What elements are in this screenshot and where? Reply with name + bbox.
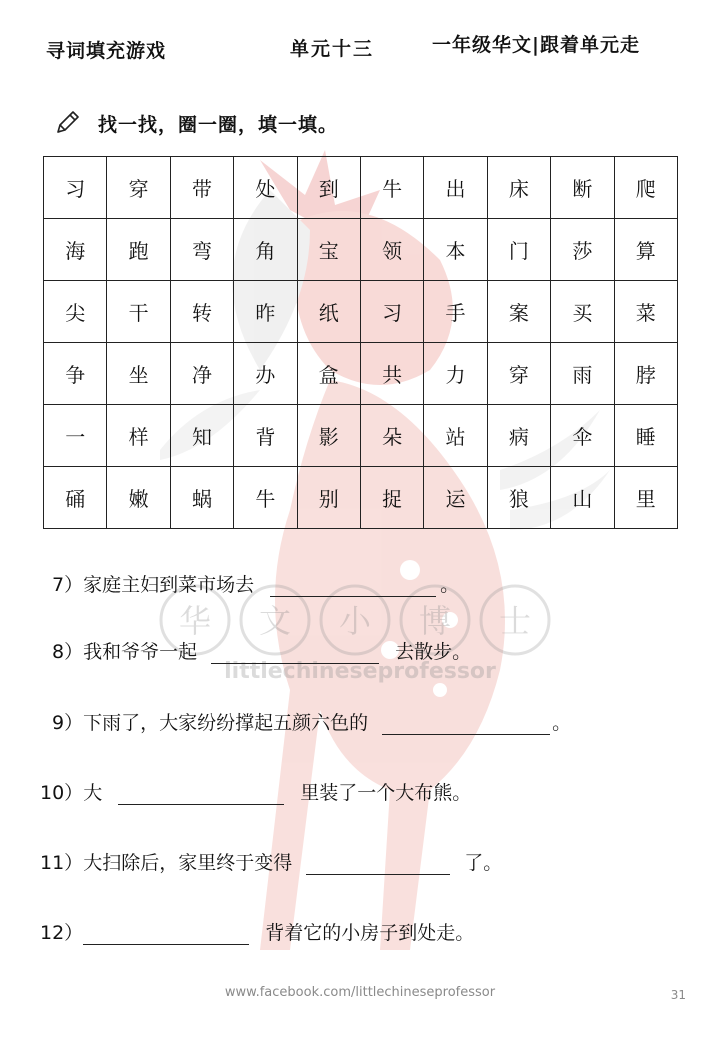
- question-text-after: 背着它的小房子到处走。: [265, 922, 475, 944]
- question-number: 10）: [40, 782, 84, 804]
- question-text-after: 了。: [464, 852, 503, 874]
- grid-cell[interactable]: 到: [297, 157, 360, 219]
- grid-row: [44, 157, 678, 219]
- grid-row: [44, 467, 678, 529]
- grid-cell[interactable]: 角: [234, 219, 297, 281]
- question-text-after: 。: [440, 574, 460, 596]
- grid-cell[interactable]: 力: [424, 343, 487, 405]
- answer-blank[interactable]: [270, 574, 436, 597]
- grid-cell[interactable]: 知: [170, 405, 233, 467]
- grid-cell[interactable]: 宝: [297, 219, 360, 281]
- question-number: 8）: [52, 641, 84, 663]
- question-number: 7）: [52, 574, 84, 596]
- pencil-icon: [52, 108, 82, 138]
- instruction-text: 找一找，圈一圈，填一填。: [98, 113, 339, 136]
- watermark-char: 华: [178, 602, 212, 640]
- grid-cell[interactable]: 带: [170, 157, 233, 219]
- grid-cell[interactable]: 雨: [551, 343, 614, 405]
- grid-cell[interactable]: 里: [614, 467, 677, 529]
- grid-cell[interactable]: 尖: [44, 281, 107, 343]
- grid-cell[interactable]: 菜: [614, 281, 677, 343]
- footer-url: www.facebook.com/littlechineseprofessor: [224, 985, 496, 1000]
- grid-cell[interactable]: 运: [424, 467, 487, 529]
- grid-cell[interactable]: 昨: [234, 281, 297, 343]
- grid-cell[interactable]: 一: [44, 405, 107, 467]
- grid-cell[interactable]: 纸: [297, 281, 360, 343]
- grid-cell[interactable]: 办: [234, 343, 297, 405]
- grid-cell[interactable]: 领: [360, 219, 423, 281]
- grid-cell[interactable]: 朵: [360, 405, 423, 467]
- grid-cell[interactable]: 手: [424, 281, 487, 343]
- grid-cell[interactable]: 共: [360, 343, 423, 405]
- question-9: [52, 708, 571, 735]
- question-text: 我和爷爷一起: [83, 641, 198, 663]
- grid-cell[interactable]: 床: [487, 157, 550, 219]
- grid-cell[interactable]: 脖: [614, 343, 677, 405]
- grid-cell[interactable]: 硧: [44, 467, 107, 529]
- question-number: 11）: [40, 852, 84, 874]
- answer-blank[interactable]: [382, 712, 550, 735]
- grid-cell[interactable]: 转: [170, 281, 233, 343]
- watermark-handle: littlechineseprofessor: [224, 659, 496, 684]
- grid-cell[interactable]: 样: [107, 405, 170, 467]
- grid-cell[interactable]: 习: [44, 157, 107, 219]
- question-12: [40, 918, 474, 945]
- grid-cell[interactable]: 跑: [107, 219, 170, 281]
- grid-cell[interactable]: 本: [424, 219, 487, 281]
- question-text: 大扫除后，家里终于变得: [83, 852, 293, 874]
- question-text-after: 去散步。: [395, 641, 472, 663]
- grid-row: [44, 219, 678, 281]
- instruction-row: [52, 108, 338, 138]
- page-number: 31: [670, 988, 686, 1002]
- grid-cell[interactable]: 病: [487, 405, 550, 467]
- grid-cell[interactable]: 争: [44, 343, 107, 405]
- page-header: [0, 30, 720, 66]
- grid-cell[interactable]: 买: [551, 281, 614, 343]
- grid-cell[interactable]: 爬: [614, 157, 677, 219]
- grid-cell[interactable]: 盒: [297, 343, 360, 405]
- grid-cell[interactable]: 背: [234, 405, 297, 467]
- grid-cell[interactable]: 穿: [487, 343, 550, 405]
- grid-cell[interactable]: 断: [551, 157, 614, 219]
- grid-row: [44, 343, 678, 405]
- watermark-char: 博: [418, 602, 452, 640]
- question-10: [40, 778, 471, 805]
- grid-cell[interactable]: 睡: [614, 405, 677, 467]
- grid-cell[interactable]: 干: [107, 281, 170, 343]
- grid-cell[interactable]: 狼: [487, 467, 550, 529]
- answer-blank[interactable]: [83, 922, 249, 945]
- grid-cell[interactable]: 蜗: [170, 467, 233, 529]
- question-text: 下雨了，大家纷纷撑起五颜六色的: [83, 712, 369, 734]
- question-number: 12）: [40, 922, 84, 944]
- grid-cell[interactable]: 伞: [551, 405, 614, 467]
- grid-cell[interactable]: 牛: [234, 467, 297, 529]
- answer-blank[interactable]: [306, 852, 450, 875]
- grid-cell[interactable]: 山: [551, 467, 614, 529]
- grid-cell[interactable]: 弯: [170, 219, 233, 281]
- question-7: [52, 570, 459, 597]
- watermark-char: 文: [258, 602, 292, 640]
- grid-cell[interactable]: 处: [234, 157, 297, 219]
- grid-cell[interactable]: 别: [297, 467, 360, 529]
- unit-label: 单元十三: [290, 38, 375, 60]
- grid-row: [44, 405, 678, 467]
- question-text-after: 。: [552, 712, 572, 734]
- grid-cell[interactable]: 影: [297, 405, 360, 467]
- question-number: 9）: [52, 712, 84, 734]
- grid-cell[interactable]: 习: [360, 281, 423, 343]
- question-text: 大: [83, 782, 103, 804]
- question-text-after: 里装了一个大布熊。: [300, 782, 472, 804]
- grid-cell[interactable]: 穿: [107, 157, 170, 219]
- grid-row: [44, 281, 678, 343]
- grid-cell[interactable]: 站: [424, 405, 487, 467]
- grid-cell[interactable]: 海: [44, 219, 107, 281]
- answer-blank[interactable]: [118, 782, 284, 805]
- grid-cell[interactable]: 算: [614, 219, 677, 281]
- worksheet-title: 寻词填充游戏: [46, 40, 167, 62]
- grid-cell[interactable]: 门: [487, 219, 550, 281]
- grid-cell[interactable]: 莎: [551, 219, 614, 281]
- question-text: 家庭主妇到菜市场去: [83, 574, 255, 596]
- watermark-char: 小: [338, 602, 372, 640]
- word-search-grid: [43, 156, 678, 529]
- answer-blank[interactable]: [211, 641, 379, 664]
- watermark-char: 士: [498, 602, 532, 640]
- grid-cell[interactable]: 案: [487, 281, 550, 343]
- grid-cell[interactable]: 坐: [107, 343, 170, 405]
- grid-cell[interactable]: 嫩: [107, 467, 170, 529]
- grid-cell[interactable]: 牛: [360, 157, 423, 219]
- grid-cell[interactable]: 出: [424, 157, 487, 219]
- series-label: 一年级华文|跟着单元走: [432, 34, 640, 56]
- grid-cell[interactable]: 净: [170, 343, 233, 405]
- question-8: [52, 637, 471, 664]
- question-11: [40, 848, 502, 875]
- grid-cell[interactable]: 捉: [360, 467, 423, 529]
